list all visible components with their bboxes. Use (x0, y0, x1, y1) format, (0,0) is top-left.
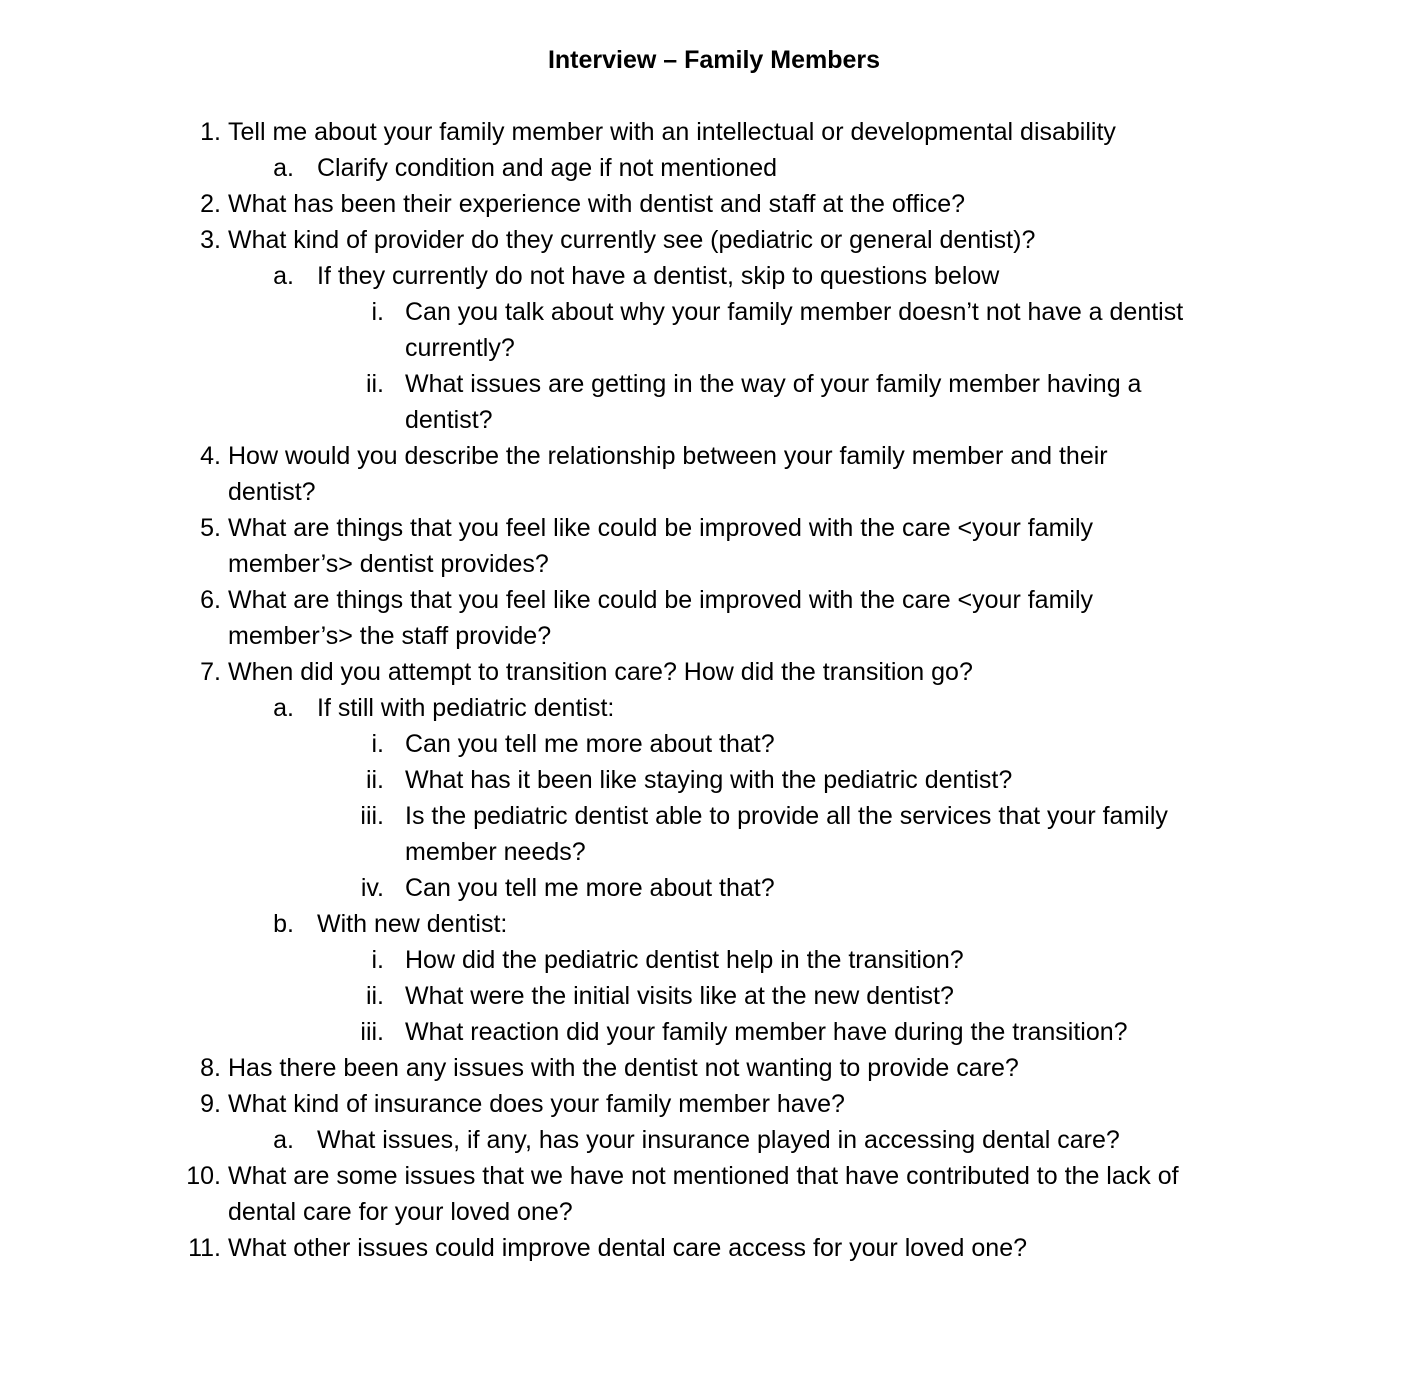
list-roman: i. (371, 730, 384, 758)
question-text: Clarify condition and age if not mentioned (317, 154, 778, 182)
question-7-a-i (0, 726, 1428, 762)
list-number: 2. (200, 190, 221, 218)
question-text: Has there been any issues with the dentist not wanting to provide care? (228, 1054, 1019, 1082)
question-text: Can you talk about why your family member doesn’t not have a dentist (405, 298, 1184, 326)
question-text: Can you tell me more about that? (405, 730, 775, 758)
question-text-continued: member’s> the staff provide? (228, 622, 552, 650)
question-text-continued: member needs? (405, 838, 586, 866)
question-5 (0, 510, 1428, 546)
list-number: 6. (200, 586, 221, 614)
list-number: 10. (186, 1162, 221, 1190)
list-roman: ii. (365, 370, 384, 398)
list-letter: a. (273, 154, 294, 182)
question-1-a (0, 150, 1428, 186)
question-text: What issues are getting in the way of your family member having a (405, 370, 1142, 398)
question-text-continued: currently? (405, 334, 515, 362)
list-roman: iii. (360, 1018, 384, 1046)
question-text: What reaction did your family member have during the transition? (405, 1018, 1128, 1046)
list-letter: a. (273, 694, 294, 722)
question-1 (0, 114, 1428, 150)
list-roman: iv. (360, 874, 384, 902)
question-4 (0, 438, 1428, 474)
question-text: If still with pediatric dentist: (317, 694, 615, 722)
list-letter: b. (273, 910, 294, 938)
question-text: Is the pediatric dentist able to provide all the services that your family (405, 802, 1168, 830)
list-roman: i. (371, 298, 384, 326)
question-text: What has it been like staying with the pediatric dentist? (405, 766, 1013, 794)
question-7-a-iii (0, 798, 1428, 834)
question-text: What has been their experience with dentist and staff at the office? (228, 190, 966, 218)
list-number: 11. (188, 1234, 221, 1262)
question-3-a-ii (0, 366, 1428, 402)
question-text: When did you attempt to transition care? How did the transition go? (228, 658, 973, 686)
question-text: Tell me about your family member with an intellectual or developmental disability (228, 118, 1116, 146)
question-text: With new dentist: (317, 910, 508, 938)
question-10-continued (0, 1194, 1428, 1230)
question-7-b-iii (0, 1014, 1428, 1050)
list-roman: iii. (360, 802, 384, 830)
list-letter: a. (273, 1126, 294, 1154)
question-text: What were the initial visits like at the new dentist? (405, 982, 954, 1010)
list-number: 1. (200, 118, 221, 146)
question-text: What are some issues that we have not mentioned that have contributed to the lack of (228, 1162, 1179, 1190)
question-7-b (0, 906, 1428, 942)
question-3 (0, 222, 1428, 258)
list-number: 7. (200, 658, 221, 686)
question-9 (0, 1086, 1428, 1122)
question-text: What are things that you feel like could be improved with the care <your family (228, 514, 1094, 542)
question-text: How would you describe the relationship between your family member and their (228, 442, 1108, 470)
question-6 (0, 582, 1428, 618)
question-text-continued: dentist? (228, 478, 316, 506)
list-number: 9. (200, 1090, 221, 1118)
question-text: What other issues could improve dental care access for your loved one? (228, 1234, 1028, 1262)
question-7-a-iv (0, 870, 1428, 906)
question-7-a (0, 690, 1428, 726)
list-number: 8. (200, 1054, 221, 1082)
question-9-a (0, 1122, 1428, 1158)
question-3-a (0, 258, 1428, 294)
question-text: What kind of provider do they currently see (pediatric or general dentist)? (228, 226, 1036, 254)
question-7-a-iii-continued (0, 834, 1428, 870)
question-text: If they currently do not have a dentist, skip to questions below (317, 262, 1000, 290)
question-7-b-ii (0, 978, 1428, 1014)
list-number: 5. (200, 514, 221, 542)
list-letter: a. (273, 262, 294, 290)
question-3-a-i-continued (0, 330, 1428, 366)
question-7 (0, 654, 1428, 690)
question-text-continued: dental care for your loved one? (228, 1198, 573, 1226)
page-title: Interview – Family Members (547, 46, 881, 74)
question-6-continued (0, 618, 1428, 654)
question-text-continued: member’s> dentist provides? (228, 550, 549, 578)
list-roman: ii. (365, 766, 384, 794)
question-7-a-ii (0, 762, 1428, 798)
question-text: What kind of insurance does your family member have? (228, 1090, 845, 1118)
question-10 (0, 1158, 1428, 1194)
list-number: 4. (200, 442, 221, 470)
question-list (0, 114, 1428, 1266)
question-11 (0, 1230, 1428, 1266)
question-text: What are things that you feel like could be improved with the care <your family (228, 586, 1094, 614)
question-3-a-ii-continued (0, 402, 1428, 438)
question-2 (0, 186, 1428, 222)
question-text: Can you tell me more about that? (405, 874, 775, 902)
question-7-b-i (0, 942, 1428, 978)
list-roman: i. (371, 946, 384, 974)
question-4-continued (0, 474, 1428, 510)
list-number: 3. (200, 226, 221, 254)
question-3-a-i (0, 294, 1428, 330)
question-text: What issues, if any, has your insurance played in accessing dental care? (317, 1126, 1120, 1154)
list-roman: ii. (365, 982, 384, 1010)
question-5-continued (0, 546, 1428, 582)
question-8 (0, 1050, 1428, 1086)
question-text: How did the pediatric dentist help in the transition? (405, 946, 964, 974)
question-text-continued: dentist? (405, 406, 493, 434)
